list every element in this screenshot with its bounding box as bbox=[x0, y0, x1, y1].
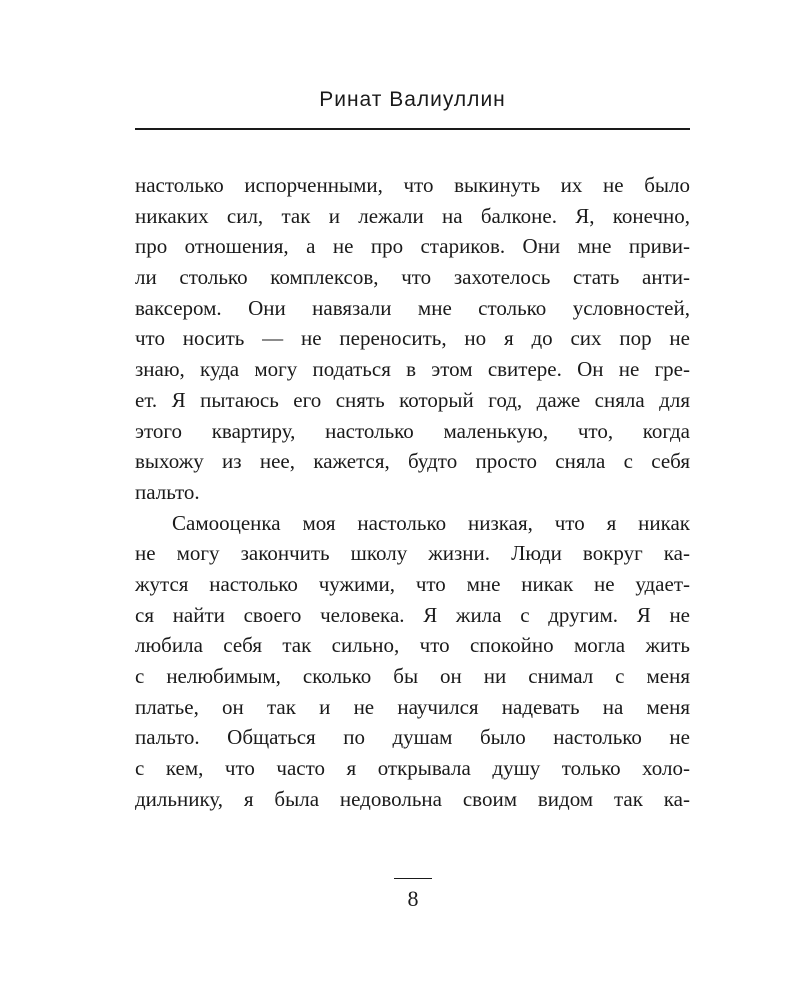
text-line: жутся настолько чужими, что мне никак не удает- bbox=[135, 571, 690, 596]
text-line: с нелюбимым, сколько бы он ни снимал с меня bbox=[135, 664, 690, 688]
text-line: платье, он так и не научился надевать на меня bbox=[135, 694, 690, 719]
text-line: ся найти своего человека. Я жила с другим. Я не bbox=[135, 602, 690, 627]
text-line: пальто. Общаться по душам было настолько не bbox=[135, 725, 690, 750]
text-line: настолько испорченными, что выкинуть их не было bbox=[135, 173, 690, 197]
text-line: не могу закончить школу жизни. Люди вокруг ка- bbox=[135, 541, 690, 566]
text-line: ет. Я пытаюсь его снять который год, даже сняла для bbox=[135, 387, 690, 412]
text-line: дильнику, я была недовольна своим видом так ка- bbox=[135, 786, 690, 811]
text-line: знаю, куда могу податься в этом свитере. Он не гре- bbox=[135, 357, 690, 382]
text-line: ваксером. Они навязали мне столько условностей, bbox=[135, 295, 690, 320]
text-line: с кем, что часто я открывала душу только холо- bbox=[135, 756, 690, 781]
text-line: пальто. bbox=[135, 479, 200, 504]
text-line: про отношения, а не про стариков. Они мне приви- bbox=[135, 234, 690, 259]
header-divider bbox=[135, 128, 690, 130]
text-line: этого квартиру, настолько маленькую, что, когда bbox=[135, 418, 690, 443]
text-line: выхожу из нее, кажется, будто просто сняла с себя bbox=[135, 449, 690, 474]
text-line: что носить — не переносить, но я до сих пор не bbox=[135, 326, 690, 351]
text-line: Самооценка моя настолько низкая, что я никак bbox=[172, 510, 690, 535]
page-number: 8 bbox=[407, 886, 419, 911]
running-header-author: Ринат Валиуллин bbox=[319, 88, 506, 111]
footer-divider bbox=[394, 878, 432, 879]
text-line: никаких сил, так и лежали на балконе. Я, конечно, bbox=[135, 203, 690, 228]
text-line: ли столько комплексов, что захотелось стать анти- bbox=[135, 265, 690, 290]
page-body bbox=[135, 170, 690, 814]
text-line: любила себя так сильно, что спокойно могла жить bbox=[135, 633, 690, 658]
